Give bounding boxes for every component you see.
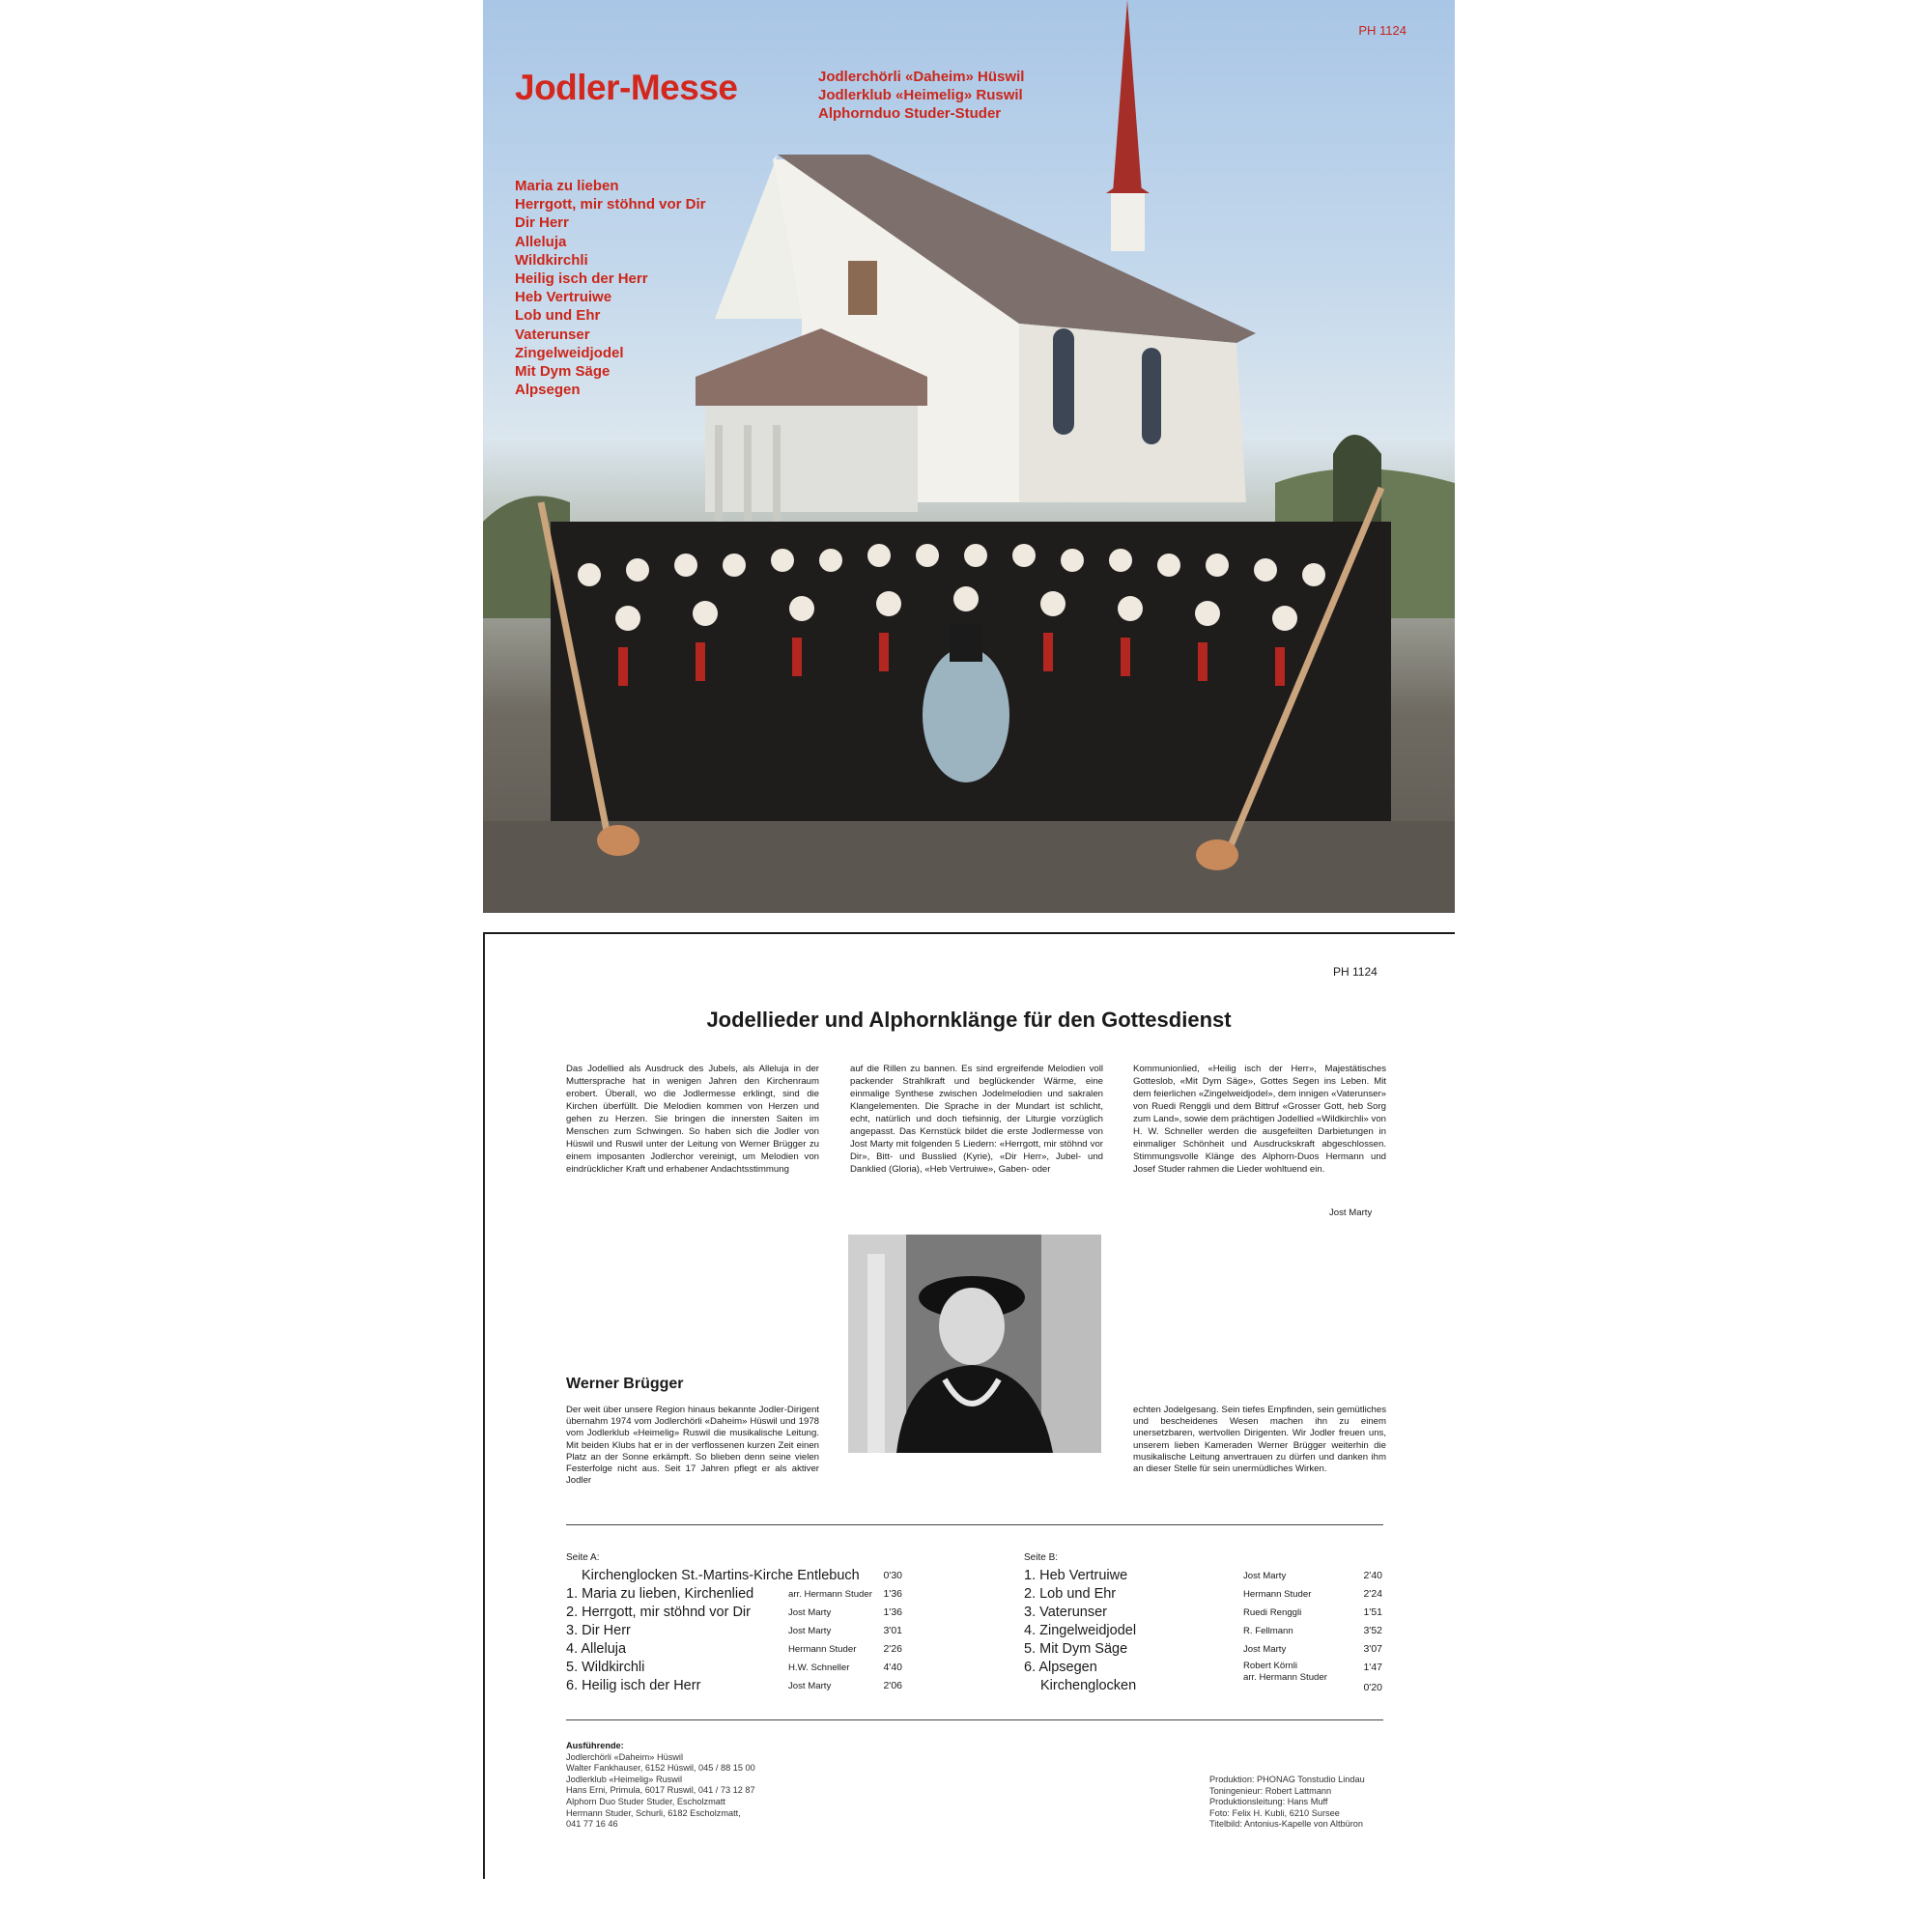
track-title: 3. Dir Herr bbox=[566, 1623, 631, 1638]
bio-text-left: Der weit über unsere Region hinaus bekannte Jodler-Dirigent übernahm 1974 vom Jodlerchörli «Daheim» Hüswil und 1978 vom Jodlerklub «Heimelig» Ruswil die musikalische Leitung. Mit beiden Klubs hat er in der verflossenen kurzen Zeit einen Platz an der Sonne erkämpft. So blieben denn seine vielen Festerfolge nicht aus. Seit 17 Jahren pflegt er als aktiver Jodler bbox=[566, 1405, 819, 1487]
front-cover bbox=[483, 0, 1455, 913]
performer-credits bbox=[566, 1741, 755, 1831]
track-title: 4. Alleluja bbox=[566, 1641, 627, 1657]
track-time: 3'07 bbox=[1363, 1643, 1382, 1655]
cover-track: Vaterunser bbox=[515, 326, 590, 343]
track-time: 1'51 bbox=[1363, 1606, 1382, 1618]
track-title: 3. Vaterunser bbox=[1024, 1605, 1107, 1620]
track-time: 3'52 bbox=[1363, 1625, 1382, 1636]
bio-title: Werner Brügger bbox=[566, 1376, 684, 1392]
track-time: 2'26 bbox=[883, 1643, 902, 1655]
track-credit: Ruedi Renggli bbox=[1243, 1607, 1302, 1618]
cover-track: Herrgott, mir stöhnd vor Dir bbox=[515, 196, 706, 213]
track-time: 1'36 bbox=[883, 1606, 902, 1618]
side-b-label: Seite B: bbox=[1024, 1552, 1059, 1563]
credit-line: Hans Erni, Primula, 6017 Ruswil, 041 / 73 12 87 bbox=[566, 1785, 755, 1796]
track-title: Kirchenglocken St.-Martins-Kirche Entlebuch bbox=[582, 1568, 860, 1583]
track-title: 2. Lob und Ehr bbox=[1024, 1586, 1117, 1602]
catalog-number: PH 1124 bbox=[1333, 965, 1378, 979]
track-credit: Jost Marty bbox=[788, 1607, 832, 1618]
liner-column-1: Das Jodellied als Ausdruck des Jubels, als Alleluja in der Muttersprache hat in wenigen Jahren den Kirchenraum erobert. Überall, wo die Jodlermesse erklingt, sind die Kirchen überfüllt. Die Melodien kommen von Herzen und gehen zu Herzen. Sie bringen die innersten Saiten im Menschen zum Schwingen. So haben sich die Jodler von Hüswil und Ruswil unter der Leitung von Werner Brügger zu einem imposanten Jodlerchor vereinigt, um Melodien von eindrücklicher Kraft und erhabener Andachtsstimmung bbox=[566, 1064, 819, 1175]
back-cover-edge bbox=[483, 932, 485, 1879]
cover-track: Dir Herr bbox=[515, 214, 569, 232]
credit-line: Walter Fankhauser, 6152 Hüswil, 045 / 88 15 00 bbox=[566, 1763, 755, 1774]
track-title: 2. Herrgott, mir stöhnd vor Dir bbox=[566, 1605, 751, 1620]
back-heading: Jodellieder und Alphornklänge für den Gottesdienst bbox=[706, 1008, 1232, 1032]
track-title: 6. Alpsegen bbox=[1024, 1660, 1097, 1675]
production-credits bbox=[1209, 1775, 1365, 1831]
artist-list bbox=[818, 68, 1024, 123]
credit-line: Jodlerchörli «Daheim» Hüswil bbox=[566, 1751, 684, 1762]
track-time: 0'20 bbox=[1363, 1682, 1382, 1693]
track-title: 5. Wildkirchli bbox=[566, 1660, 645, 1675]
credit-line: 041 77 16 46 bbox=[566, 1819, 618, 1830]
credit-line: Titelbild: Antonius-Kapelle von Altbüron bbox=[1209, 1819, 1364, 1830]
track-title: 1. Maria zu lieben, Kirchenlied bbox=[566, 1586, 754, 1602]
track-time: 2'24 bbox=[1363, 1588, 1382, 1600]
track-credit: arr. Hermann Studer bbox=[1243, 1672, 1327, 1683]
track-title: 5. Mit Dym Säge bbox=[1024, 1641, 1128, 1657]
track-title: 1. Heb Vertruiwe bbox=[1024, 1568, 1128, 1583]
track-time: 2'06 bbox=[883, 1680, 902, 1691]
track-title: 6. Heilig isch der Herr bbox=[566, 1678, 701, 1693]
credit-line: Jodlerklub «Heimelig» Ruswil bbox=[566, 1774, 682, 1784]
track-credit: arr. Hermann Studer bbox=[788, 1589, 872, 1600]
track-credit: Hermann Studer bbox=[1243, 1589, 1312, 1600]
artist-line: Alphornduo Studer-Studer bbox=[818, 105, 1002, 122]
track-time: 2'40 bbox=[1363, 1570, 1382, 1581]
credit-line: Toningenieur: Robert Lattmann bbox=[1209, 1785, 1332, 1796]
divider bbox=[566, 1524, 1383, 1525]
back-cover bbox=[483, 932, 1455, 1864]
artist-line: Jodlerchörli «Daheim» Hüswil bbox=[818, 69, 1025, 85]
liner-signature: Jost Marty bbox=[1329, 1208, 1373, 1218]
credit-line: Alphorn Duo Studer Studer, Escholzmatt bbox=[566, 1796, 725, 1806]
track-time: 1'47 bbox=[1363, 1662, 1382, 1673]
track-credit: H.W. Schneller bbox=[788, 1662, 850, 1673]
cover-track-list bbox=[515, 177, 706, 399]
credit-line: Produktion: PHONAG Tonstudio Lindau bbox=[1209, 1775, 1365, 1784]
liner-column-2: auf die Rillen zu bannen. Es sind ergreifende Melodien voll packender Strahlkraft und beglückender Wärme, eine einmalige Synthese zwischen Jodelmelodien und sakralen Klangelementen. Die Sprache in der Mundart ist schlicht, echt, natürlich und doch tiefsinnig, der Liturgie vorzüglich angepasst. Das Kernstück bildet die erste Jodlermesse von Jost Marty mit folgenden 5 Liedern: «Herrgott, mir stöhnd vor Dir», Bitt- und Busslied (Kyrie), «Dir Herr», Jubel- und Danklied (Gloria), «Heb Vertruiwe», Gaben- oder bbox=[850, 1064, 1103, 1175]
track-time: 0'30 bbox=[883, 1570, 902, 1581]
cover-track: Wildkirchli bbox=[515, 251, 588, 269]
cover-track: Lob und Ehr bbox=[515, 307, 601, 325]
track-credit: Robert Körnli bbox=[1243, 1661, 1297, 1671]
cover-track: Mit Dym Säge bbox=[515, 363, 611, 381]
side-a-label: Seite A: bbox=[566, 1552, 600, 1563]
track-title: 4. Zingelweidjodel bbox=[1024, 1623, 1137, 1638]
credit-line: Produktionsleitung: Hans Muff bbox=[1209, 1797, 1328, 1807]
cover-track: Alpsegen bbox=[515, 382, 581, 399]
track-time: 3'01 bbox=[883, 1625, 902, 1636]
liner-column-3: Kommunionlied, «Heilig isch der Herr», Majestätisches Gotteslob, «Mit Dym Säge», Gottes Segen ins Leben. Mit dem feierlichen «Zingelweidjodel», dem innigen «Vaterunser» von Ruedi Renggli und dem Bittruf «Grosser Gott, heb Sorg zum Land», sowie dem prächtigen Jodellied «Wildkirchli» von H. W. Schneller werden die ausgefeilten Darbietungen in einmaliger Schönheit und Ausdruckskraft abgeschlossen. Stimmungsvolle Klänge des Alphorn-Duos Hermann und Josef Studer rahmen die Lieder wohltuend ein. bbox=[1133, 1064, 1386, 1175]
track-credit: Jost Marty bbox=[1243, 1644, 1287, 1655]
cover-title: Jodler-Messe bbox=[515, 68, 738, 107]
divider bbox=[566, 1719, 1383, 1720]
cover-track: Maria zu lieben bbox=[515, 178, 619, 194]
credit-line: Hermann Studer, Schurli, 6182 Escholzmatt, bbox=[566, 1807, 741, 1818]
track-credit: Hermann Studer bbox=[788, 1644, 857, 1655]
back-cover-edge bbox=[483, 932, 1455, 934]
track-credit: Jost Marty bbox=[1243, 1571, 1287, 1581]
portrait-photo bbox=[848, 1235, 1101, 1453]
track-time: 4'40 bbox=[883, 1662, 902, 1673]
catalog-number: PH 1124 bbox=[1358, 23, 1406, 38]
track-title: Kirchenglocken bbox=[1040, 1678, 1137, 1693]
cover-track: Heb Vertruiwe bbox=[515, 289, 612, 306]
cover-photo bbox=[483, 0, 1455, 913]
bio-text-right: echten Jodelgesang. Sein tiefes Empfinden, sein gemütliches und bescheidenes Wesen machen ihn zu einem unersetzbaren, wertvollen Dirigenten. Wir Jodler freuen uns, unserem lieben Kameraden Werner Brügger weiterhin die musikalische Leitung anvertrauen zu dürfen und danken ihm an dieser Stelle für sein unermüdliches Wirken. bbox=[1133, 1405, 1386, 1475]
track-credit: Jost Marty bbox=[788, 1626, 832, 1636]
cover-track: Heilig isch der Herr bbox=[515, 270, 648, 288]
track-credit: Jost Marty bbox=[788, 1681, 832, 1691]
track-credit: R. Fellmann bbox=[1243, 1626, 1293, 1636]
cover-track: Alleluja bbox=[515, 233, 567, 250]
performer-heading: Ausführende: bbox=[566, 1741, 624, 1750]
cover-track: Zingelweidjodel bbox=[515, 344, 624, 361]
track-time: 1'36 bbox=[883, 1588, 902, 1600]
artist-line: Jodlerklub «Heimelig» Ruswil bbox=[818, 87, 1023, 103]
credit-line: Foto: Felix H. Kubli, 6210 Sursee bbox=[1209, 1807, 1340, 1818]
